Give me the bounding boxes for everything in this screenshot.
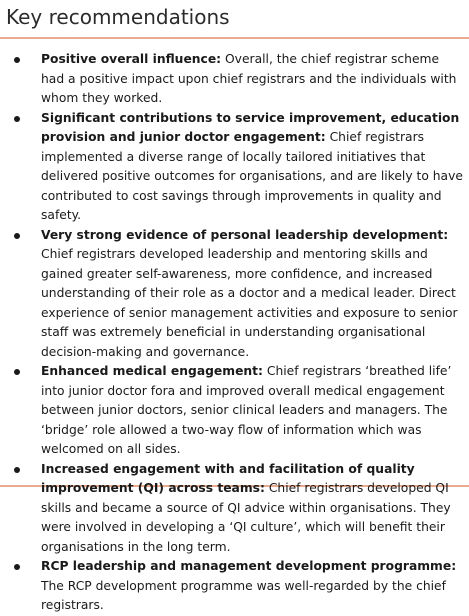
- bullet-icon: [14, 564, 20, 570]
- recommendation-heading: RCP leadership and management development programme:: [41, 559, 457, 573]
- recommendation-body: Chief registrars ‘breathed life’ into junior doctor fora and improved overall medical engagement between junior doctors, senior clinical leaders and managers. The ‘bridge’ role allowed a two-way flow of information which was welcomed on all sides.: [41, 364, 452, 456]
- recommendation-item: [0, 460, 469, 558]
- recommendation-item: [0, 226, 469, 363]
- recommendation-item: [0, 557, 469, 616]
- bullet-icon: [14, 233, 20, 239]
- recommendation-heading: Significant contributions to service improvement, education provision and junior doctor engagement:: [41, 110, 460, 144]
- recommendation-body: Chief registrars developed QI skills and became a source of QI advice within organisations. They were involved in developing a ‘QI culture’, which will benefit their organisations in the long term.: [41, 481, 451, 554]
- recommendation-body: Chief registrars implemented a diverse range of locally tailored initiatives that delivered positive outcomes for organisations, and are likely to have contributed to cost savings through improvements in quality and safety.: [41, 130, 463, 222]
- recommendation-body: Overall, the chief registrar scheme had a positive impact upon chief registrars and the individuals with whom they worked.: [41, 52, 457, 105]
- recommendation-heading: Positive overall influence:: [41, 52, 222, 66]
- recommendation-body: The RCP development programme was well-regarded by the chief registrars.: [41, 578, 446, 612]
- panel-title: Key recommendations: [0, 0, 469, 39]
- recommendation-item: [0, 50, 469, 109]
- recommendation-item: [0, 109, 469, 226]
- bullet-icon: [14, 369, 20, 375]
- recommendations-list: [0, 39, 469, 616]
- recommendation-heading: Very strong evidence of personal leadership development:: [41, 227, 449, 242]
- bullet-icon: [14, 467, 20, 473]
- recommendation-heading: Increased engagement with and facilitation of quality improvement (QI) across teams:: [41, 461, 415, 495]
- bullet-icon: [14, 57, 20, 63]
- recommendation-heading: Enhanced medical engagement:: [41, 364, 263, 378]
- bullet-icon: [14, 116, 20, 122]
- recommendation-item: [0, 362, 469, 460]
- recommendation-body: Chief registrars developed leadership and mentoring skills and gained greater self-awareness, more confidence, and increased understanding of their role as a doctor and a medical leader. Direct experience of senior management activities and exposure to senior staff was extremely beneficial in understanding organisational decision-making and governance.: [41, 247, 458, 359]
